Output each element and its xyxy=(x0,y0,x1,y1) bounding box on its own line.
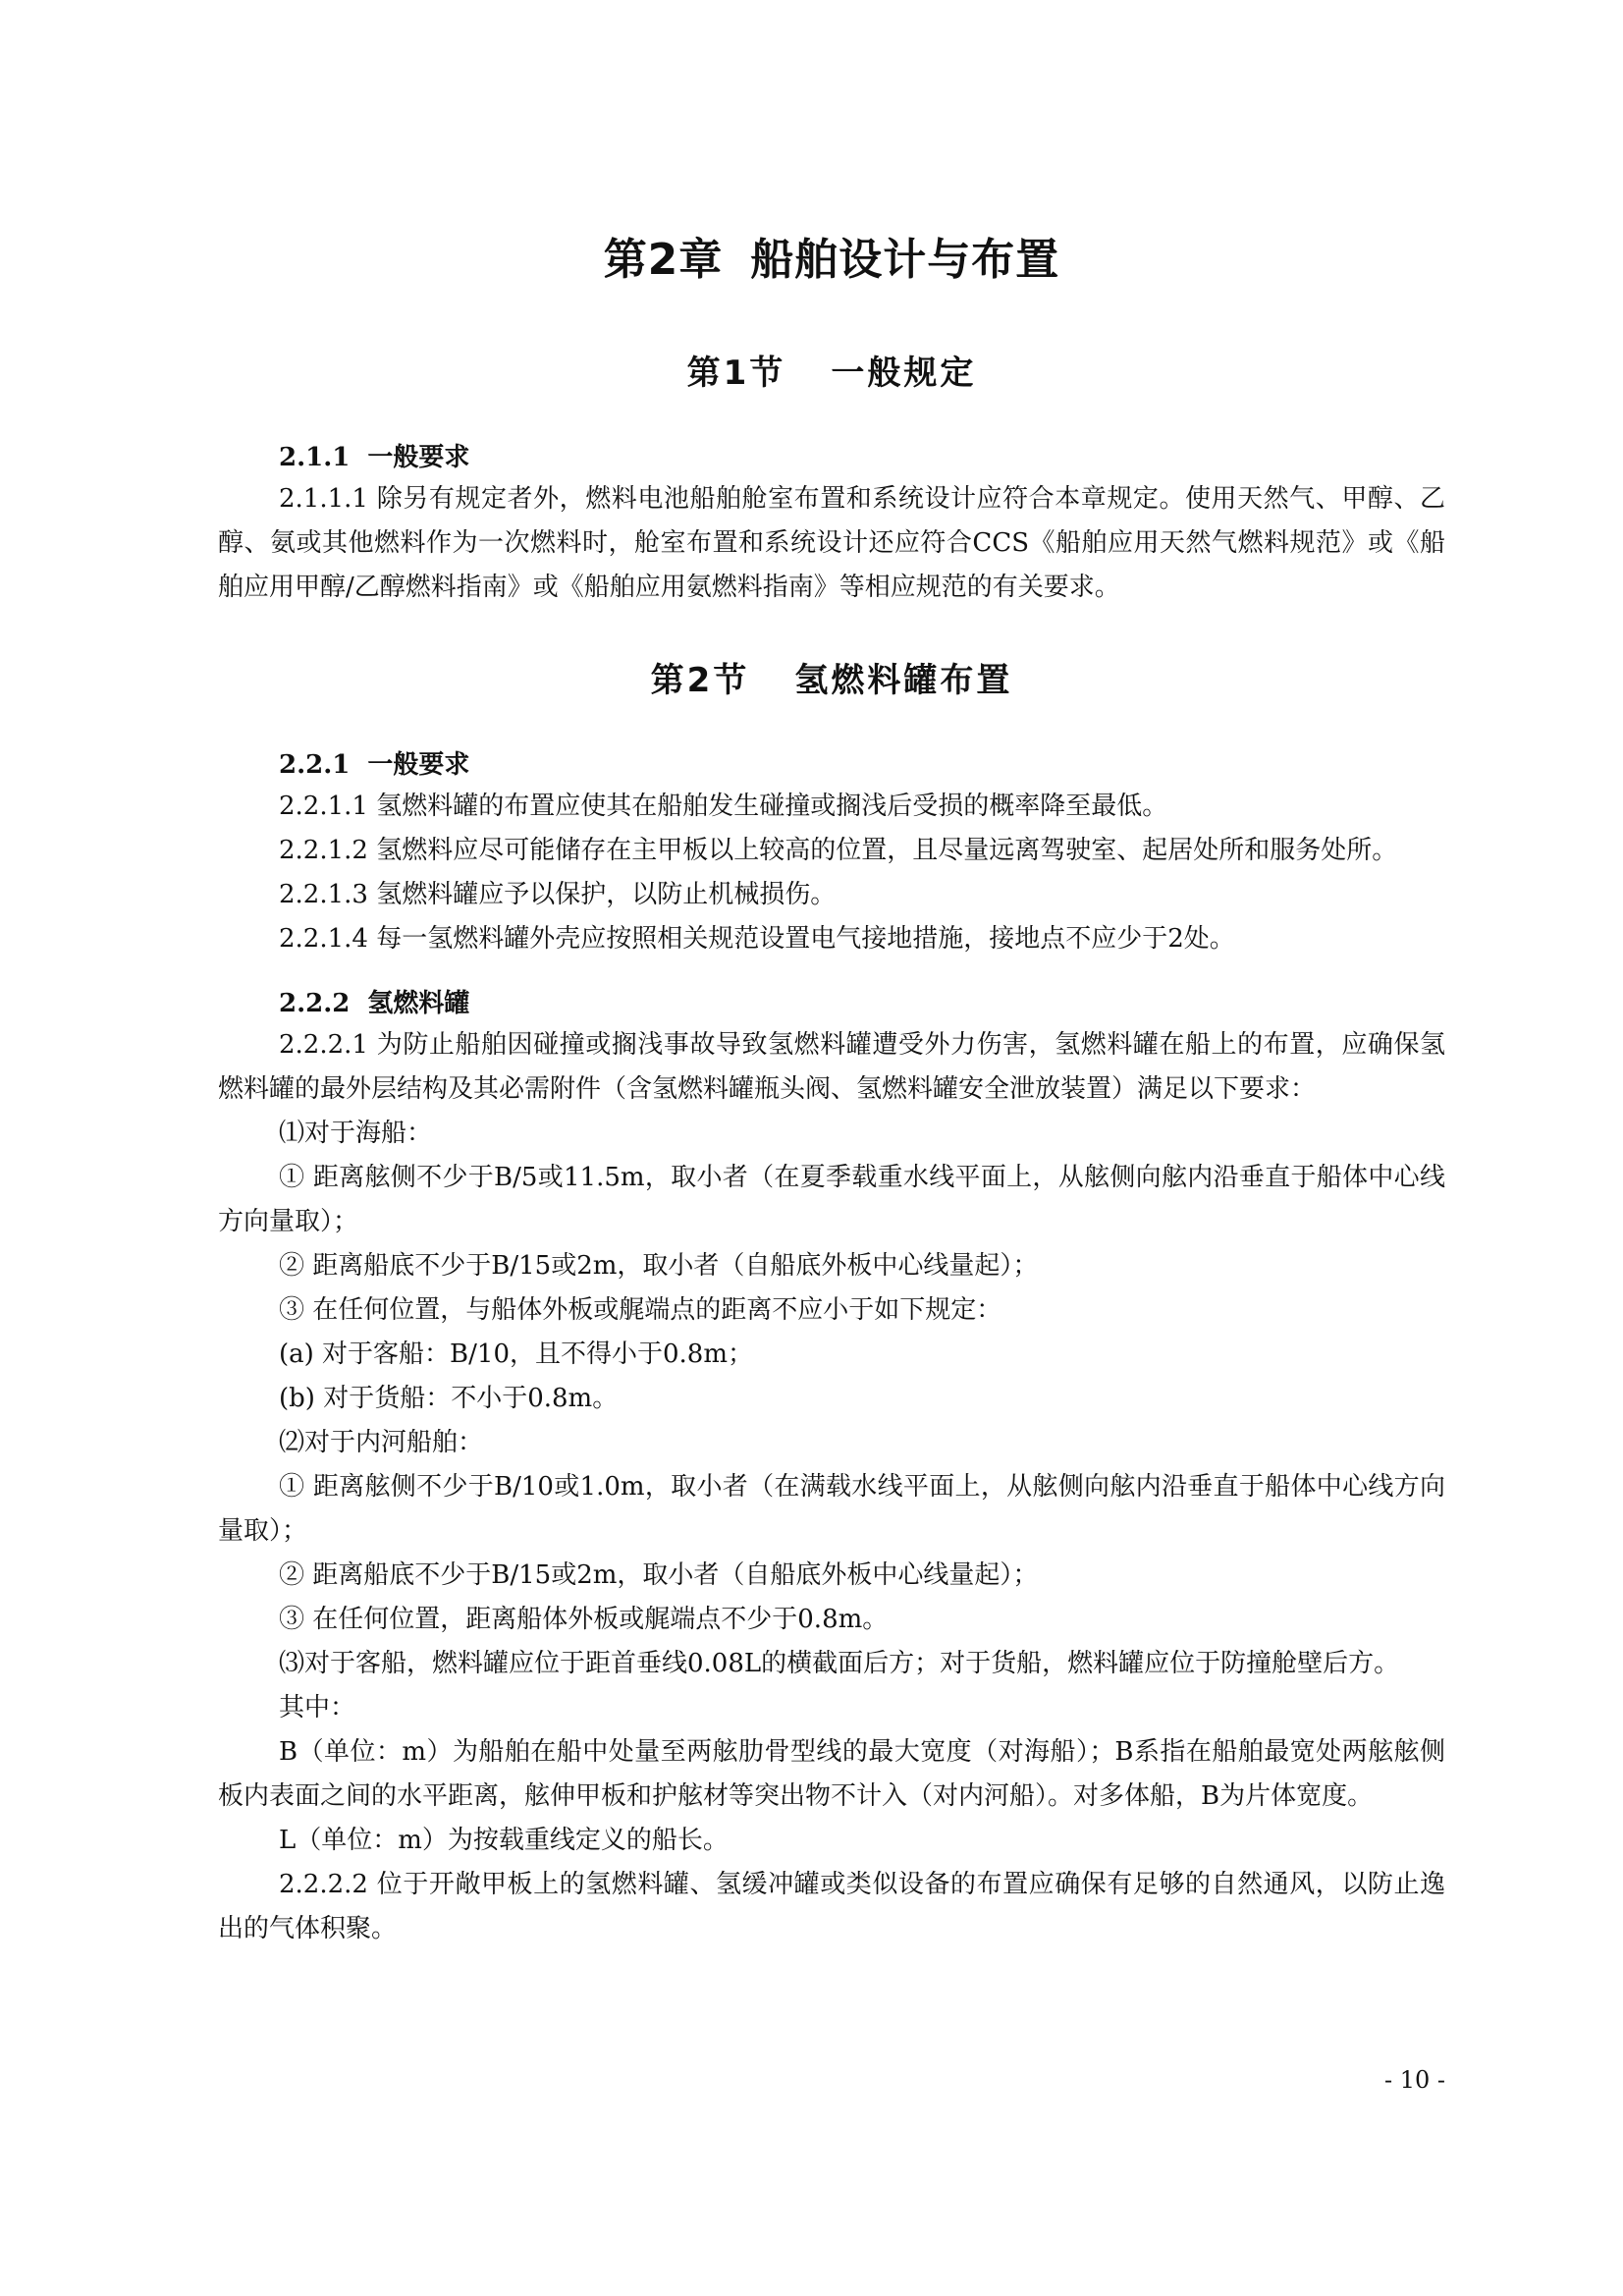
list-item-river-1: ① 距离舷侧不少于B/10或1.0m，取小者（在满载水线平面上，从舷侧向舷内沿垂直于船体中心线方向量取）； xyxy=(218,1472,1445,1546)
subsection-number: 2.2.1 xyxy=(279,750,351,780)
paragraph-where: 其中： xyxy=(279,1693,356,1722)
section-2-heading xyxy=(218,653,1445,701)
list-item-sea-ships: ⑴对于海船： xyxy=(279,1119,433,1148)
list-item-river-ships: ⑵对于内河船舶： xyxy=(279,1428,484,1457)
paragraph-2-2-1-4: 2.2.1.4 每一氢燃料罐外壳应按照相关规范设置电气接地措施，接地点不应少于2处。 xyxy=(279,924,1235,954)
section-title: 一般规定 xyxy=(831,354,977,393)
subsection-title: 一般要求 xyxy=(367,750,470,780)
section-number: 第2节 xyxy=(650,661,750,700)
subsection-number: 2.2.2 xyxy=(279,989,351,1018)
section-number: 第1节 xyxy=(686,354,786,393)
section-title: 氢燃料罐布置 xyxy=(794,661,1013,700)
paragraph-2-2-1-2: 2.2.1.2 氢燃料应尽可能储存在主甲板以上较高的位置，且尽量远离驾驶室、起居处所和服务处所。 xyxy=(279,836,1398,865)
list-item-sea-2: ② 距离船底不少于B/15或2m，取小者（自船底外板中心线量起）； xyxy=(279,1251,1039,1281)
subsection-2-1-1-heading xyxy=(279,437,1445,473)
subsection-number: 2.1.1 xyxy=(279,443,351,472)
paragraph-2-2-1-1: 2.2.1.1 氢燃料罐的布置应使其在船舶发生碰撞或搁浅后受损的概率降至最低。 xyxy=(279,792,1168,821)
definition-b: B（单位：m）为船舶在船中处量至两舷肋骨型线的最大宽度（对海船）；B系指在船舶最宽处两舷舷侧板内表面之间的水平距离，舷伸甲板和护舷材等突出物不计入（对内河船）。对多体船，B为片体宽度。 xyxy=(218,1737,1445,1811)
page-content xyxy=(218,224,1445,1951)
definition-l: L（单位：m）为按载重线定义的船长。 xyxy=(279,1826,729,1855)
paragraph-2-2-1-3: 2.2.1.3 氢燃料罐应予以保护，以防止机械损伤。 xyxy=(279,880,837,909)
list-item-sea-3a: (a) 对于客船：B/10，且不得小于0.8m； xyxy=(279,1339,754,1369)
paragraph-2-2-2-2: 2.2.2.2 位于开敞甲板上的氢燃料罐、氢缓冲罐或类似设备的布置应确保有足够的自然通风，以防止逸出的气体积聚。 xyxy=(218,1870,1445,1943)
page-number: - 10 - xyxy=(1383,2066,1445,2094)
chapter-title: 船舶设计与布置 xyxy=(750,235,1060,285)
subsection-title: 氢燃料罐 xyxy=(367,989,470,1018)
subsection-title: 一般要求 xyxy=(367,443,470,472)
list-item-sea-3b: (b) 对于货船：不小于0.8m。 xyxy=(279,1384,619,1413)
section-1-heading xyxy=(218,346,1445,394)
list-item-river-3: ③ 在任何位置，距离船体外板或艉端点不少于0.8m。 xyxy=(279,1605,889,1634)
subsection-2-2-1-heading xyxy=(279,744,1445,781)
list-item-3: ⑶对于客船，燃料罐应位于距首垂线0.08L的横截面后方；对于货船，燃料罐应位于防撞舱壁后方。 xyxy=(279,1649,1400,1678)
list-item-sea-3: ③ 在任何位置，与船体外板或艉端点的距离不应小于如下规定： xyxy=(279,1295,1002,1325)
paragraph-2-2-2-1: 2.2.2.1 为防止船舶因碰撞或搁浅事故导致氢燃料罐遭受外力伤害，氢燃料罐在船上的布置，应确保氢燃料罐的最外层结构及其必需附件（含氢燃料罐瓶头阀、氢燃料罐安全泄放装置）满足以下要求： xyxy=(218,1030,1445,1104)
chapter-number: 第2章 xyxy=(603,235,724,285)
paragraph-2-1-1-1: 2.1.1.1 除另有规定者外，燃料电池船舶舱室布置和系统设计应符合本章规定。使用天然气、甲醇、乙醇、氨或其他燃料作为一次燃料时，舱室布置和系统设计还应符合CCS《船舶应用天然气燃料规范》或《船舶应用甲醇/乙醇燃料指南》或《船舶应用氨燃料指南》等相应规范的有关要求。 xyxy=(218,484,1445,602)
chapter-heading xyxy=(218,224,1445,287)
list-item-river-2: ② 距离船底不少于B/15或2m，取小者（自船底外板中心线量起）； xyxy=(279,1560,1039,1590)
list-item-sea-1: ① 距离舷侧不少于B/5或11.5m，取小者（在夏季载重水线平面上，从舷侧向舷内沿垂直于船体中心线方向量取）； xyxy=(218,1163,1445,1236)
subsection-2-2-2-heading xyxy=(279,983,1445,1019)
